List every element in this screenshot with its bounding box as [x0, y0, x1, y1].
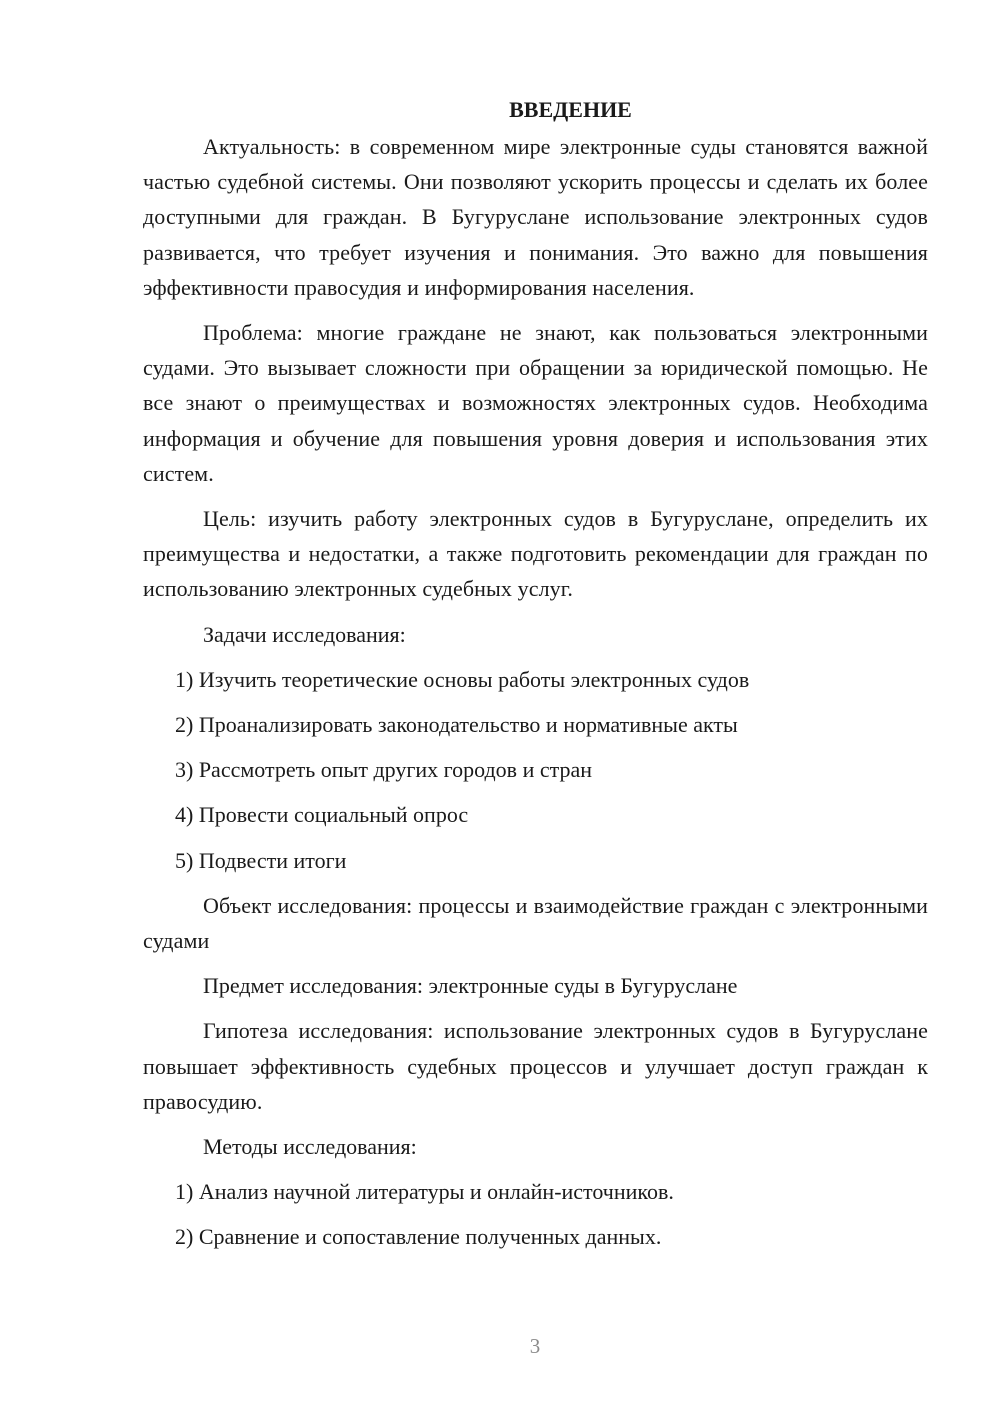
methods-list [143, 1174, 928, 1254]
goal-paragraph: Цель: изучить работу электронных судов в Бугуруслане, определить их преимущества и недостатки, а также подготовить рекомендации для граждан по использованию электронных судебных услуг. [143, 506, 928, 602]
task-item: 5) Подвести итоги [175, 847, 347, 873]
object-paragraph: Объект исследования: процессы и взаимодействие граждан с электронными судами [143, 892, 928, 954]
problem-paragraph: Проблема: многие граждане не знают, как пользоваться электронными судами. Это вызывает сложности при обращении за юридической помощью. Не все знают о преимуществах и возможностях электронных судов. Необходима информация и обучение для повышения уровня доверия и использования этих систем. [143, 320, 928, 486]
tasks-list [143, 662, 928, 878]
task-item: 2) Проанализировать законодательство и нормативные акты [175, 712, 738, 738]
methods-heading: Методы исследования: [203, 1134, 417, 1160]
hypothesis-paragraph: Гипотеза исследования: использование электронных судов в Бугуруслане повышает эффективность судебных процессов и улучшает доступ граждан к правосудию. [143, 1018, 928, 1114]
task-item: 1) Изучить теоретические основы работы электронных судов [175, 666, 750, 692]
relevance-paragraph: Актуальность: в современном мире электронные суды становятся важной частью судебной системы. Они позволяют ускорить процессы и сделать их более доступными для граждан. В Бугуруслане использование электронных судов развивается, что требует изучения и понимания. Это важно для повышения эффективности правосудия и информирования населения. [143, 134, 928, 300]
method-item: 1) Анализ научной литературы и онлайн-источников. [175, 1179, 674, 1205]
section-title: ВВЕДЕНИЕ [509, 97, 632, 122]
subject-paragraph: Предмет исследования: электронные суды в Бугуруслане [203, 973, 738, 999]
task-item: 4) Провести социальный опрос [175, 802, 469, 828]
method-item: 2) Сравнение и сопоставление полученных данных. [175, 1224, 662, 1250]
task-item: 3) Рассмотреть опыт других городов и стран [175, 757, 593, 783]
document-body [143, 92, 928, 1265]
page-number: 3 [529, 1334, 541, 1358]
tasks-heading: Задачи исследования: [203, 621, 406, 647]
